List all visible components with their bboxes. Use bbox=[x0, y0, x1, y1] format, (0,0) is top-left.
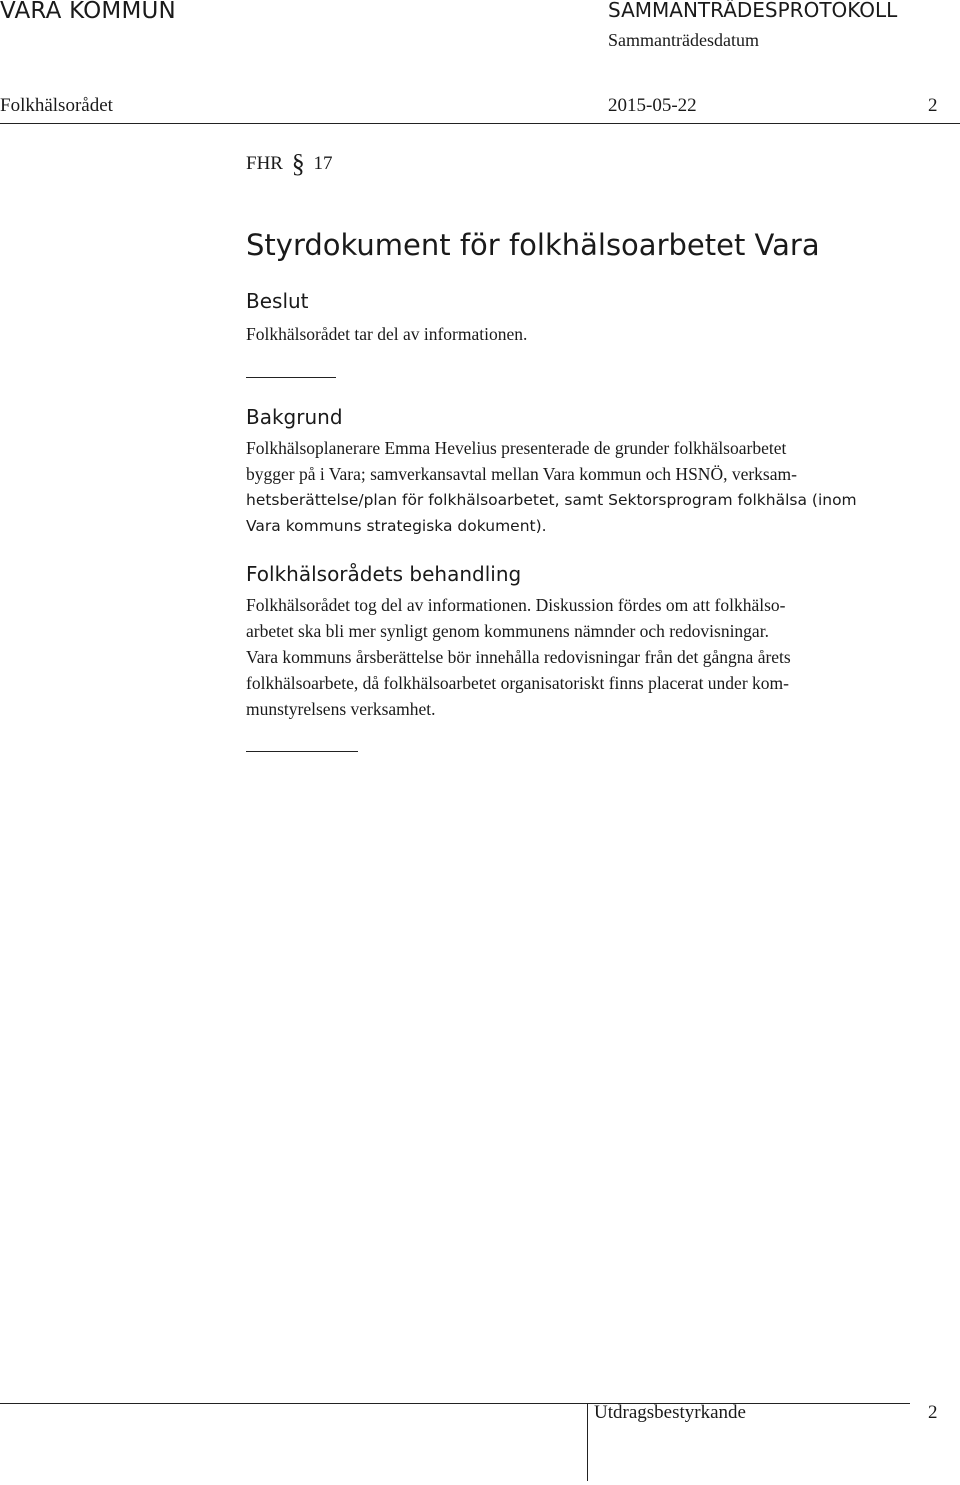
footer-signature-box-border bbox=[587, 1403, 588, 1481]
paragraph-line: Vara kommuns årsberättelse bör innehålla redovisningar från det gångna årets bbox=[246, 647, 791, 667]
background-heading: Bakgrund bbox=[246, 405, 343, 429]
body-name: Folkhälsorådet bbox=[0, 95, 113, 116]
header-divider bbox=[0, 123, 960, 124]
section-prefix: FHR bbox=[246, 153, 283, 174]
paragraph-line: Folkhälsoplanerare Emma Hevelius presenterade de grunder folkhälsoarbetet bbox=[246, 438, 787, 458]
decision-heading: Beslut bbox=[246, 289, 309, 313]
protocol-title: SAMMANTRÄDESPROTOKOLL bbox=[608, 0, 898, 22]
paragraph-line: folkhälsoarbete, då folkhälsoarbetet organisatoriskt finns placerat under kom- bbox=[246, 673, 789, 693]
paragraph-line: Vara kommuns strategiska dokument). bbox=[246, 517, 547, 535]
paragraph-line: hetsberättelse/plan för folkhälsoarbetet, samt Sektorsprogram folkhälsa (inom bbox=[246, 491, 857, 509]
paragraph-line: Folkhälsorådet tog del av informationen. Diskussion fördes om att folkhälso- bbox=[246, 595, 786, 615]
footer-label: Utdragsbestyrkande bbox=[594, 1402, 746, 1423]
section-divider bbox=[246, 751, 358, 752]
decision-text: Folkhälsorådet tar del av informationen. bbox=[246, 324, 528, 344]
background-text bbox=[246, 435, 936, 539]
section-number: 17 bbox=[313, 153, 333, 174]
organization-name: VARA KOMMUN bbox=[0, 0, 176, 24]
page-title: Styrdokument för folkhälsoarbetet Vara bbox=[246, 228, 820, 262]
handling-heading: Folkhälsorådets behandling bbox=[246, 562, 522, 586]
paragraph-line: arbetet ska bli mer synligt genom kommunens nämnder och redovisningar. bbox=[246, 621, 769, 641]
meeting-date: 2015-05-22 bbox=[608, 95, 697, 116]
paragraph-sign: § bbox=[291, 149, 305, 178]
section-reference bbox=[246, 146, 332, 176]
footer-divider bbox=[0, 1403, 910, 1404]
meeting-date-label: Sammanträdesdatum bbox=[608, 30, 759, 50]
paragraph-line: munstyrelsens verksamhet. bbox=[246, 699, 436, 719]
handling-text bbox=[246, 592, 936, 722]
section-divider bbox=[246, 377, 336, 378]
paragraph-line: bygger på i Vara; samverkansavtal mellan Vara kommun och HSNÖ, verksam- bbox=[246, 464, 797, 484]
footer-page-number: 2 bbox=[928, 1402, 938, 1423]
page-number: 2 bbox=[928, 95, 938, 116]
